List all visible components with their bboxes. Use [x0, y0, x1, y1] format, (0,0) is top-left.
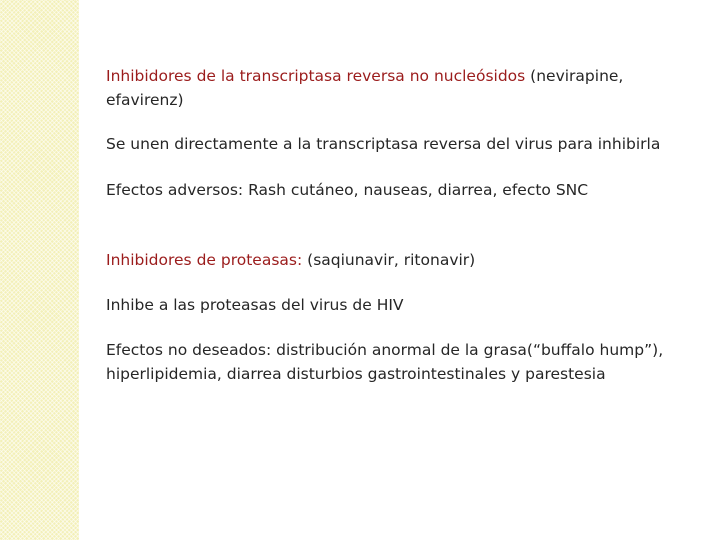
nnrti-mechanism: Se unen directamente a la transcriptasa reversa del virus para inhibirla	[106, 135, 661, 153]
nnrti-heading	[106, 64, 666, 112]
nnrti-adverse-effects: Efectos adversos: Rash cutáneo, nauseas, diarrea, efecto SNC	[106, 181, 589, 199]
slide-content	[106, 64, 666, 386]
protease-inhibitors-adverse-effects: Efectos no deseados: distribución anormal de la grasa(“buffalo hump”), hiperlipidemia, diarrea disturbios gastrointestinales y parestesia	[106, 341, 664, 383]
protease-inhibitors-heading-title: Inhibidores de proteasas:	[106, 251, 308, 269]
decorative-side-band	[0, 0, 79, 540]
nnrti-heading-examples: (nevirapine, efavirenz)	[106, 67, 624, 109]
nnrti-heading-title: Inhibidores de la transcriptasa reversa no nucleósidos	[106, 67, 526, 85]
protease-inhibitors-heading-examples: (saqiunavir, ritonavir)	[307, 251, 476, 269]
protease-inhibitors-mechanism: Inhibe a las proteasas del virus de HIV	[106, 296, 404, 314]
protease-inhibitors-heading	[106, 248, 666, 272]
